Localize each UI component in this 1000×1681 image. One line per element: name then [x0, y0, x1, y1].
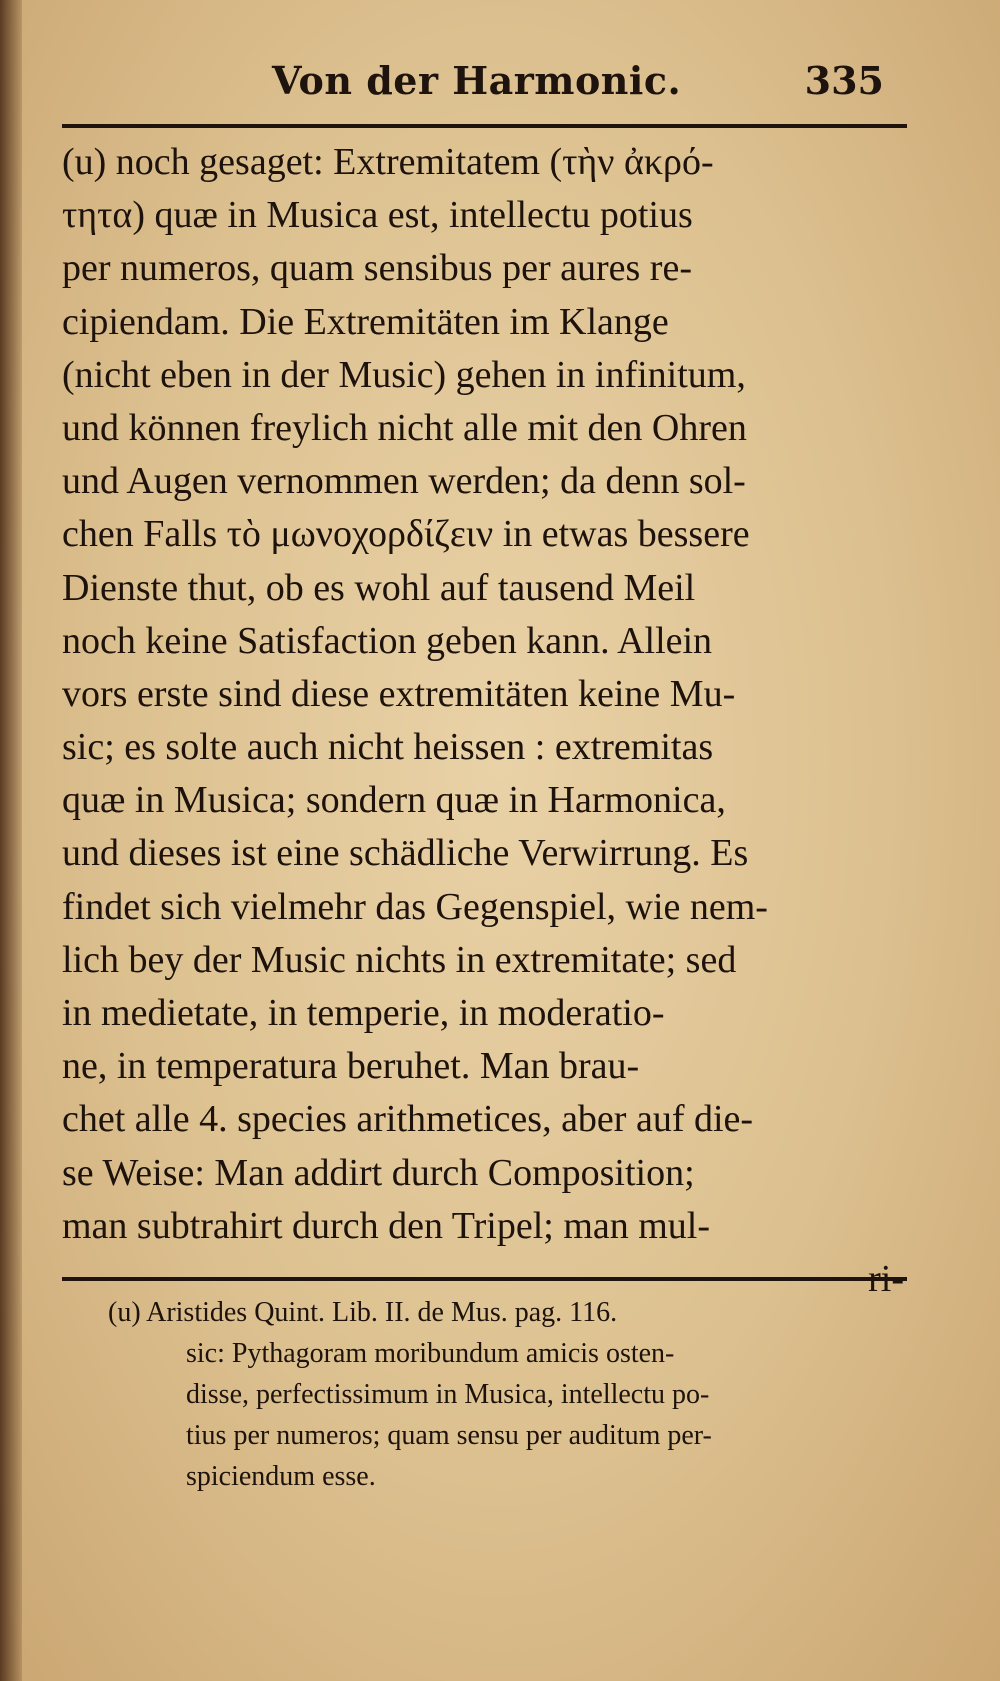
text-line: (nicht eben in der Music) gehen in infinitum,: [62, 353, 746, 396]
text-line: quæ in Musica; sondern quæ in Harmonica,: [62, 779, 726, 822]
running-title: Von der Harmonic.: [272, 58, 682, 103]
footnote-line: (u) Aristides Quint. Lib. II. de Mus. pag. 116.: [108, 1297, 618, 1328]
text-line: sic; es solte auch nicht heissen : extremitas: [62, 726, 714, 769]
footnote-line: spiciendum esse.: [186, 1461, 376, 1492]
text-line: lich bey der Music nichts in extremitate; sed: [62, 938, 737, 981]
text-line: man subtrahirt durch den Tripel; man mul-: [62, 1204, 711, 1247]
footnote-line: disse, perfectissimum in Musica, intellectu po-: [186, 1379, 710, 1410]
footnote-rule: [62, 1277, 907, 1281]
text-line: chet alle 4. species arithmetices, aber auf die-: [62, 1098, 754, 1141]
text-line: vors erste sind diese extremitäten keine Mu-: [62, 672, 736, 715]
text-line: cipiendam. Die Extremitäten im Klange: [62, 300, 669, 343]
header-rule: [62, 124, 907, 128]
main-text: [62, 136, 922, 1306]
text-line: Dienste thut, ob es wohl auf tausend Meil: [62, 566, 696, 609]
text-line: (u) noch gesaget: Extremitatem (τὴν ἀκρό-: [62, 141, 714, 183]
text-line: und können freylich nicht alle mit den Ohren: [62, 406, 747, 449]
text-line: chen Falls τὸ μωνοχορδίζειν in etwas bessere: [62, 513, 750, 556]
text-line: se Weise: Man addirt durch Composition;: [62, 1151, 695, 1194]
catchword: ri-: [868, 1257, 904, 1300]
text-line: und dieses ist eine schädliche Verwirrung. Es: [62, 832, 749, 875]
text-line: und Augen vernommen werden; da denn sol-: [62, 460, 746, 503]
text-line: per numeros, quam sensibus per aures re-: [62, 247, 692, 290]
page-header: [62, 58, 922, 118]
text-line: ne, in temperatura beruhet. Man brau-: [62, 1045, 640, 1088]
footnote-line: sic: Pythagoram moribundum amicis osten-: [186, 1338, 675, 1369]
text-line: τητα) quæ in Musica est, intellectu potius: [62, 194, 693, 237]
text-line: in medietate, in temperie, in moderatio-: [62, 992, 665, 1034]
footnote: [108, 1292, 928, 1497]
page-spine-shadow: [0, 0, 22, 1681]
footnote-line: tius per numeros; quam sensu per auditum per-: [186, 1420, 712, 1451]
text-line: findet sich vielmehr das Gegenspiel, wie nem-: [62, 885, 768, 928]
text-line: noch keine Satisfaction geben kann. Allein: [62, 619, 713, 662]
page-number: 335: [804, 58, 884, 103]
